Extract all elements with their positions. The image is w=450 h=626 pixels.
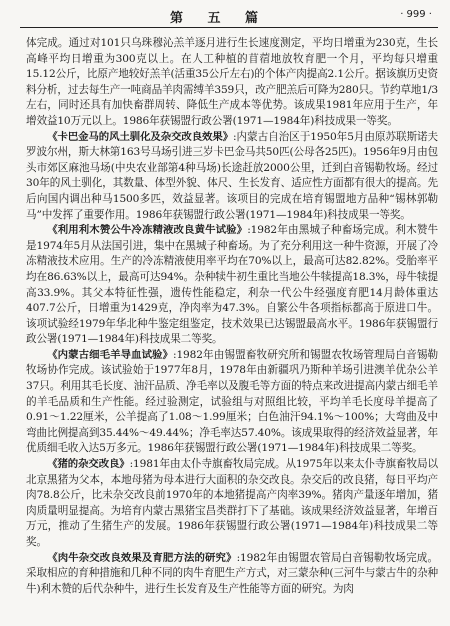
paragraph-title: 《肉牛杂交改良效果及育肥方法的研究》 (47, 551, 237, 564)
page-number: · 999 · (400, 9, 432, 20)
paragraph-limousin-cattle: 《利用利木赞公牛冷冻精液改良黄牛试验》:1982年由黑城子种畜场完成。利木赞牛是1974年5月从法国引进，集中在黑城子种畜场。为了充分利用这一种牛资源，开展了冷冻精液技术应用。生产的冷冻精液使用率平均在70%以上，最高可达82.82%。受胎率平均在86.63%以上，最高可达94%。杂种犊牛初生重比当地公牛犊提高18.3%，母牛犊提高33.9%。其父本特征性强，遗传性能稳定，利杂一代公牛经强度育肥14月龄体重达407.7公斤，日增重为1429克，净肉率为47.3%。自繁公牛各项指标都高于原进口牛。该项试验经1979年华北种牛鉴定组鉴定，技术效果已达锡盟最高水平。1986年获锡盟行政公署(1971—1984年)科技成果二等奖。 (26, 224, 438, 346)
paragraph-beef-cattle: 《肉牛杂交改良效果及育肥方法的研究》:1982年由锡盟农管局白音锡勒牧场完成。采取相应的育种措施和几种不同的肉牛育肥生产方式，对三蒙杂种(三河牛与蒙古牛的杂种牛)利木赞的后代杂种牛，进行生长发育及生产性能等方面的研究。为肉 (26, 551, 438, 595)
header-rule (20, 27, 438, 28)
body-text (26, 36, 438, 597)
paragraph-continuation: 体完成。通过对101只乌珠穆沁羔羊逐月进行生长速度测定，平均日增重为230克，生长高峰平均日增重为300克以上。在人工种植的苜蓿地放牧育肥一个月，平均每只增重15.12公斤，比原产地较好羔羊(活重35公斤左右)的个体产肉提高2.1公斤。据该旗历史资料分析，过去每生产一吨商品羊肉需缚羊359只，改产肥羔后可降为280只。节约草地1/3左右，同时还具有加快畜群周转、降低生产成本等优势。该成果1981年应用于生产，年增效益10万元以上。1986年获锡盟行政公署(1971—1984年)科技成果一等奖。 (26, 37, 438, 127)
paragraph-title: 《内蒙古细毛羊导血试验》 (47, 348, 174, 361)
paragraph-pig-crossbreeding: 《猪的杂交改良》:1981年由太仆寺旗畜牧局完成。从1975年以来太仆寺旗畜牧局以北京黑猪为父本，本地母猪为母本进行大面积的杂交改良。杂交后的改良猪，每日平均产肉78.8公斤，比未杂交改良前1970年的本地猪提高产肉率39%。猪肉产量逐年增加，猪肉质量明显提高。为培育内蒙古黑猪宝昌类群打下了基础。该成果经济效益显著，年增百万元，推动了生猪生产的发展。1986年获锡盟行政公署(1971—1984年)科技成果二等奖。 (26, 458, 438, 548)
paragraph-title: 《利用利木赞公牛冷冻精液改良黄牛试验》 (47, 224, 248, 237)
paragraph-kabajin-horse: 《卡巴金马的风土驯化及杂交改良效果》:内蒙古自治区于1950年5月由原苏联斯诺夫罗波尔州，斯大林第163号马场引进三岁卡巴金马共50匹(公母各25匹)。1956年9月由包头市郊区麻池马场(中央农业部第4种马场)长途赶放2000公里，迁到白音锡勒牧场。经过30年的风土驯化，其数量、体型外貌、体尺、生长发育、适应性方面都有很大的提高。先后向国内调出种马1500多匹，效益显著。该项目的完成在培育锡盟地方品种“锡林郭勒马”中发挥了重要作用。1986年获锡盟行政公署(1971—1984年)科技成果一等奖。 (26, 130, 438, 221)
chapter-title: 第 五 篇 (170, 11, 269, 26)
paragraph-title: 《卡巴金马的风土驯化及杂交改良效果》 (47, 130, 234, 143)
page-header (0, 0, 450, 30)
paragraph-fine-wool-sheep: 《内蒙古细毛羊导血试验》:1982年由锡盟畜牧研究所和锡盟农牧场管理局白音锡勒牧场协作完成。该试验始于1977年8月，1978年由新疆巩乃斯种羊场引进澳羊优杂公羊37只。利用其毛长度、油汗品质、净毛率以及腹毛等方面的特点来改进提高内蒙古细毛羊的羊毛品质和生产性能。经过验测定，试验组与对照组比较，平均羊毛长度母羊提高了0.91～1.22厘米，公羊提高了1.08～1.99厘米；白色油汗94.1%～100%；大弯曲及中弯曲比例提高到35.44%～49.44%；净毛率达57.40%。该成果取得的经济效益显著，年优质细毛收入达5万多元。1986年获锡盟行政公署(1971—1984年)科技成果二等奖。 (26, 348, 438, 455)
paragraph-title: 《猪的杂交改良》 (47, 458, 130, 471)
